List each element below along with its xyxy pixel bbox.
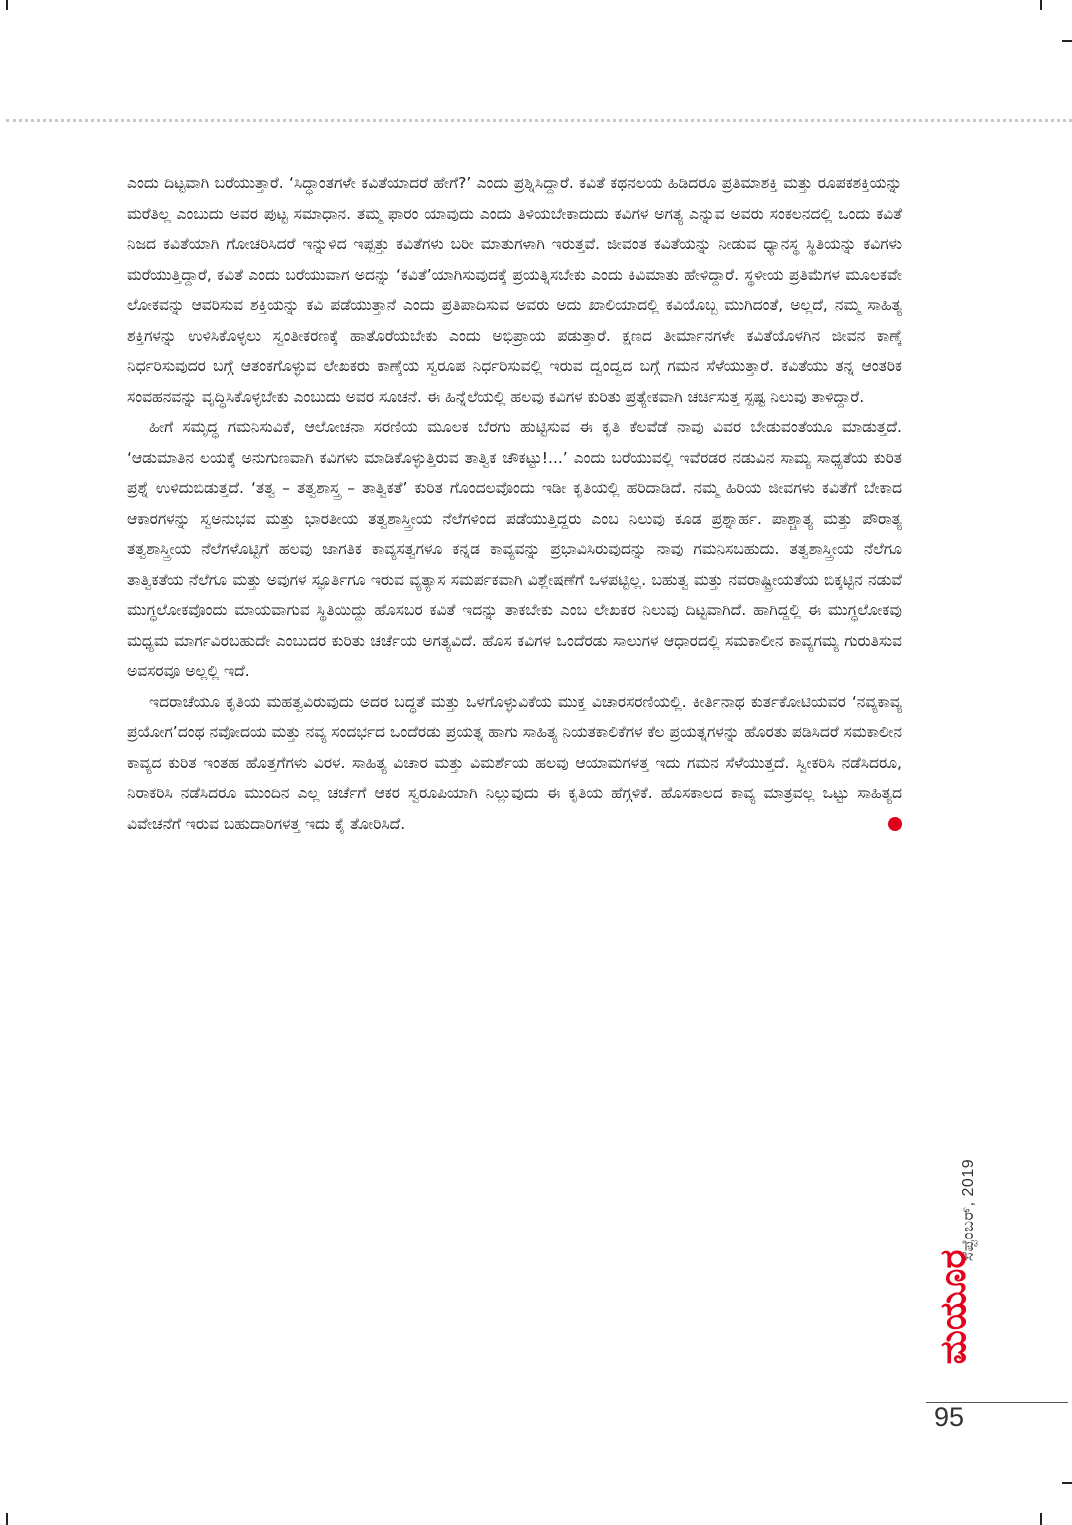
end-of-article-dot-icon [888,817,902,831]
crop-mark-top-right [1040,0,1042,10]
article-paragraph-3 [127,687,902,840]
issue-date-text: ಸೆಪ್ಟೆಂಬರ್, 2019 [960,1158,977,1262]
crop-mark-right-bottom [1062,1482,1072,1484]
magazine-logo-text: ಮಯೂರ [933,1249,974,1365]
article-paragraph-1: ಎಂದು ದಿಟ್ಟವಾಗಿ ಬರೆಯುತ್ತಾರೆ. ‘ಸಿದ್ಧಾಂತಗಳೇ ಕವಿತೆಯಾದರೆ ಹೇಗೆ?’ ಎಂದು ಪ್ರಶ್ನಿಸಿದ್ದಾರೆ. ಕವಿತೆ ಕಥನಲಯ ಹಿಡಿದರೂ ಪ್ರತಿಮಾಶಕ್ತಿ ಮತ್ತು ರೂಪಕಶಕ್ತಿಯನ್ನು ಮರೆತಿಲ್ಲ ಎಂಬುದು ಅವರ ಪುಟ್ಟ ಸಮಾಧಾನ. ತಮ್ಮ ಫಾರಂ ಯಾವುದು ಎಂದು ತಿಳಿಯಬೇಕಾದುದು ಕವಿಗಳ ಅಗತ್ಯ ಎನ್ನುವ ಅವರು ಸಂಕಲನದಲ್ಲಿ ಒಂದು ಕವಿತೆ ನಿಜದ ಕವಿತೆಯಾಗಿ ಗೋಚರಿಸಿದರೆ ಇನ್ನುಳಿದ ಇಪ್ಪತ್ತು ಕವಿತೆಗಳು ಬರೀ ಮಾತುಗಳಾಗಿ ಇರುತ್ತವೆ. ಜೀವಂತ ಕವಿತೆಯನ್ನು ನೀಡುವ ಧ್ಯಾನಸ್ಥ ಸ್ಥಿತಿಯನ್ನು ಕವಿಗಳು ಮರೆಯುತ್ತಿದ್ದಾರೆ, ಕವಿತೆ ಎಂದು ಬರೆಯುವಾಗ ಅದನ್ನು ‘ಕವಿತೆ’ಯಾಗಿಸುವುದಕ್ಕೆ ಪ್ರಯತ್ನಿಸಬೇಕು ಎಂದು ಕಿವಿಮಾತು ಹೇಳಿದ್ದಾರೆ. ಸ್ಥಳೀಯ ಪ್ರತಿಮೆಗಳ ಮೂಲಕವೇ ಲೋಕವನ್ನು ಆವರಿಸುವ ಶಕ್ತಿಯನ್ನು ಕವಿ ಪಡೆಯುತ್ತಾನೆ ಎಂದು ಪ್ರತಿಪಾದಿಸುವ ಅವರು ಅದು ಖಾಲಿಯಾದಲ್ಲಿ ಕವಿಯೊಬ್ಬ ಮುಗಿದಂತೆ, ಅಲ್ಲದೆ, ನಮ್ಮ ಸಾಹಿತ್ಯ ಶಕ್ತಿಗಳನ್ನು ಉಳಿಸಿಕೊಳ್ಳಲು ಸ್ವಂತೀಕರಣಕ್ಕೆ ಹಾತೊರೆಯಬೇಕು ಎಂದು ಅಭಿಪ್ರಾಯ ಪಡುತ್ತಾರೆ. ಕ್ಷಣದ ತೀರ್ಮಾನಗಳೇ ಕವಿತೆಯೊಳಗಿನ ಜೀವನ ಕಾಣ್ಕೆ ನಿರ್ಧರಿಸುವುದರ ಬಗ್ಗೆ ಆತಂಕಗೊಳ್ಳುವ ಲೇಖಕರು ಕಾಣ್ಕೆಯ ಸ್ವರೂಪ ನಿರ್ಧರಿಸುವಲ್ಲಿ ಇರುವ ದ್ವಂದ್ವದ ಬಗ್ಗೆ ಗಮನ ಸೆಳೆಯುತ್ತಾರೆ. ಕವಿತೆಯು ತನ್ನ ಆಂತರಿಕ ಸಂವಹನವನ್ನು ವೃದ್ಧಿಸಿಕೊಳ್ಳಬೇಕು ಎಂಬುದು ಅವರ ಸೂಚನೆ. ಈ ಹಿನ್ನೆಲೆಯಲ್ಲಿ ಹಲವು ಕವಿಗಳ ಕುರಿತು ಪ್ರತ್ಯೇಕವಾಗಿ ಚರ್ಚಿಸುತ್ತ ಸ್ಪಷ್ಟ ನಿಲುವು ತಾಳಿದ್ದಾರೆ. [127,174,902,406]
article-body [127,168,902,839]
header-dotted-rule [6,119,1072,122]
magazine-logo [934,1226,974,1388]
article-paragraph-2: ಹೀಗೆ ಸಮೃದ್ಧ ಗಮನಿಸುವಿಕೆ, ಆಲೋಚನಾ ಸರಣಿಯ ಮೂಲಕ ಬೆರಗು ಹುಟ್ಟಿಸುವ ಈ ಕೃತಿ ಕೆಲವೆಡೆ ನಾವು ವಿವರ ಬೇಡುವಂತೆಯೂ ಮಾಡುತ್ತದೆ. ‘ಆಡುಮಾತಿನ ಲಯಕ್ಕೆ ಅನುಗುಣವಾಗಿ ಕವಿಗಳು ಮಾಡಿಕೊಳ್ಳುತ್ತಿರುವ ತಾತ್ವಿಕ ಚೌಕಟ್ಟು!...’ ಎಂದು ಬರೆಯುವಲ್ಲಿ ಇವೆರಡರ ನಡುವಿನ ಸಾಮ್ಯ ಸಾಧ್ಯತೆಯ ಕುರಿತ ಪ್ರಶ್ನೆ ಉಳಿದುಬಿಡುತ್ತದೆ. ‘ತತ್ವ – ತತ್ವಶಾಸ್ತ್ರ – ತಾತ್ವಿಕತೆ’ ಕುರಿತ ಗೊಂದಲವೊಂದು ಇಡೀ ಕೃತಿಯಲ್ಲಿ ಹರಿದಾಡಿದೆ. ನಮ್ಮ ಹಿರಿಯ ಜೀವಗಳು ಕವಿತೆಗೆ ಬೇಕಾದ ಆಕಾರಗಳನ್ನು ಸ್ವಅನುಭವ ಮತ್ತು ಭಾರತೀಯ ತತ್ವಶಾಸ್ತ್ರೀಯ ನೆಲೆಗಳಿಂದ ಪಡೆಯುತ್ತಿದ್ದರು ಎಂಬ ನಿಲುವು ಕೂಡ ಪ್ರಶ್ನಾರ್ಹ. ಪಾಶ್ಚಾತ್ಯ ಮತ್ತು ಪೌರಾತ್ಯ ತತ್ವಶಾಸ್ತ್ರೀಯ ನೆಲೆಗಳೊಟ್ಟಿಗೆ ಹಲವು ಜಾಗತಿಕ ಕಾವ್ಯಸತ್ವಗಳೂ ಕನ್ನಡ ಕಾವ್ಯವನ್ನು ಪ್ರಭಾವಿಸಿರುವುದನ್ನು ನಾವು ಗಮನಿಸಬಹುದು. ತತ್ವಶಾಸ್ತ್ರೀಯ ನೆಲೆಗೂ ತಾತ್ವಿಕತೆಯ ನೆಲೆಗೂ ಮತ್ತು ಅವುಗಳ ಸ್ಫೂರ್ತಿಗೂ ಇರುವ ವ್ಯತ್ಯಾಸ ಸಮರ್ಪಕವಾಗಿ ವಿಶ್ಲೇಷಣೆಗೆ ಒಳಪಟ್ಟಿಲ್ಲ. ಬಹುತ್ವ ಮತ್ತು ನವರಾಷ್ಟ್ರೀಯತೆಯ ಬಿಕ್ಕಟ್ಟಿನ ನಡುವೆ ಮುಗ್ಧಲೋಕವೊಂದು ಮಾಯವಾಗುವ ಸ್ಥಿತಿಯಿದ್ದು ಹೊಸಬರ ಕವಿತೆ ಇದನ್ನು ತಾಕಬೇಕು ಎಂಬ ಲೇಖಕರ ನಿಲುವು ದಿಟ್ಟವಾಗಿದೆ. ಹಾಗಿದ್ದಲ್ಲಿ ಈ ಮುಗ್ಧಲೋಕವು ಮಧ್ಯಮ ಮಾರ್ಗವಿರಬಹುದೇ ಎಂಬುದರ ಕುರಿತು ಚರ್ಚೆಯ ಅಗತ್ಯವಿದೆ. ಹೊಸ ಕವಿಗಳ ಒಂದೆರಡು ಸಾಲುಗಳ ಆಧಾರದಲ್ಲಿ ಸಮಕಾಲೀನ ಕಾವ್ಯಗಮ್ಯ ಗುರುತಿಸುವ ಅವಸರವೂ ಅಲ್ಲಲ್ಲಿ ಇದೆ. [127,418,902,680]
page-number: 95 [934,1402,965,1432]
crop-mark-top-left [6,0,8,10]
crop-mark-right-top [1062,40,1072,42]
crop-mark-bottom-left [6,1513,8,1525]
article-paragraph-3-text: ಇದರಾಚೆಯೂ ಕೃತಿಯ ಮಹತ್ವವಿರುವುದು ಅದರ ಬದ್ಧತೆ ಮತ್ತು ಒಳಗೊಳ್ಳುವಿಕೆಯ ಮುಕ್ತ ವಿಚಾರಸರಣಿಯಲ್ಲಿ. ಕೀರ್ತಿನಾಥ ಕುರ್ತಕೋಟಿಯವರ ‘ನವ್ಯಕಾವ್ಯ ಪ್ರಯೋಗ’ದಂಥ ನವೋದಯ ಮತ್ತು ನವ್ಯ ಸಂದರ್ಭದ ಒಂದೆರಡು ಪ್ರಯತ್ನ ಹಾಗು ಸಾಹಿತ್ಯ ನಿಯತಕಾಲಿಕೆಗಳ ಕೆಲ ಪ್ರಯತ್ನಗಳನ್ನು ಹೊರತು ಪಡಿಸಿದರೆ ಸಮಕಾಲೀನ ಕಾವ್ಯದ ಕುರಿತ ಇಂತಹ ಹೊತ್ತಗೆಗಳು ವಿರಳ. ಸಾಹಿತ್ಯ ವಿಚಾರ ಮತ್ತು ವಿಮರ್ಶೆಯ ಹಲವು ಆಯಾಮಗಳತ್ತ ಇದು ಗಮನ ಸೆಳೆಯುತ್ತದೆ. ಸ್ವೀಕರಿಸಿ ನಡೆಸಿದರೂ, ನಿರಾಕರಿಸಿ ನಡೆಸಿದರೂ ಮುಂದಿನ ಎಲ್ಲ ಚರ್ಚೆಗೆ ಆಕರ ಸ್ವರೂಪಿಯಾಗಿ ನಿಲ್ಲುವುದು ಈ ಕೃತಿಯ ಹೆಗ್ಗಳಿಕೆ. ಹೊಸಕಾಲದ ಕಾವ್ಯ ಮಾತ್ರವಲ್ಲ ಒಟ್ಟು ಸಾಹಿತ್ಯದ ವಿವೇಚನೆಗೆ ಇರುವ ಬಹುದಾರಿಗಳತ್ತ ಇದು ಕೈ ತೋರಿಸಿದೆ. [127,692,902,833]
crop-mark-bottom-right [1040,1513,1042,1525]
